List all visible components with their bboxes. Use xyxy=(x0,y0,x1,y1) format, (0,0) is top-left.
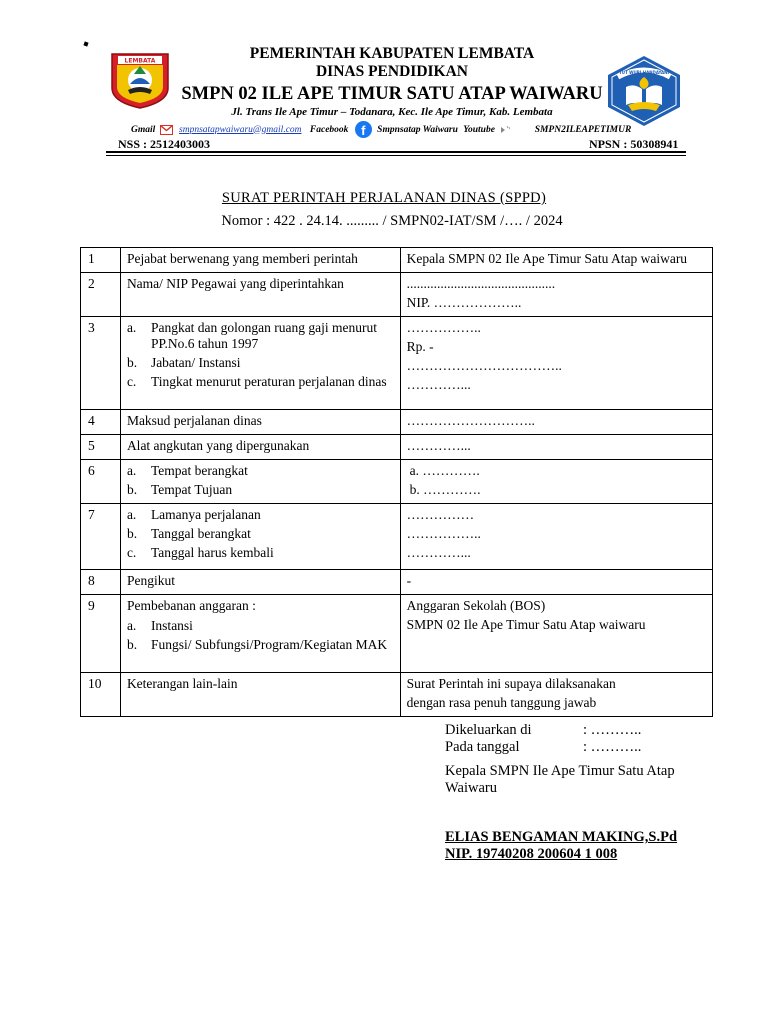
table-row xyxy=(81,504,713,570)
value-line: Kepala SMPN 02 Ile Ape Timur Satu Atap waiwaru xyxy=(406,251,688,266)
value-line: NIP. ……………….. xyxy=(406,295,522,310)
row-number: 8 xyxy=(81,570,121,595)
signatory-name: ELIAS BENGAMAN MAKING,S.Pd xyxy=(445,829,678,845)
gmail-label: Gmail xyxy=(131,124,156,135)
gmail-icon xyxy=(160,125,173,135)
value-line: Anggaran Sekolah (BOS) xyxy=(406,598,546,613)
row-number: 1 xyxy=(81,248,121,273)
sub-item: a. Instansi xyxy=(126,618,193,633)
row-heading: Pembebanan anggaran : xyxy=(126,598,256,613)
row-value xyxy=(400,248,712,273)
npsn-number: NPSN : 50308941 xyxy=(589,137,679,151)
row-value xyxy=(400,410,712,435)
issue-date-label: Pada tanggal xyxy=(445,739,520,755)
value-line: …………... xyxy=(406,545,471,560)
row-label xyxy=(120,504,400,570)
email-link[interactable]: smpnsatapwaiwaru@gmail.com xyxy=(179,124,302,135)
sub-item: a. Pangkat dan golongan ruang gaji menurut PP.No.6 tahun 1997 xyxy=(126,320,378,351)
youtube-icon xyxy=(499,125,511,135)
table-row xyxy=(81,273,713,317)
nss-number: NSS : 2512403003 xyxy=(118,137,211,151)
row-label xyxy=(120,595,400,673)
sub-item: c. Tingkat menurut peraturan perjalanan dinas xyxy=(126,374,387,389)
value-line: ............................................ xyxy=(406,276,556,291)
left-logo-label: LEMBATA xyxy=(124,57,156,65)
tut-wuri-handayani-logo xyxy=(604,55,684,127)
issued-at-value: : ……….. xyxy=(583,722,642,738)
sppd-table xyxy=(80,247,713,717)
row-number: 2 xyxy=(81,273,121,317)
youtube-name: SMPN2ILEAPETIMUR xyxy=(534,124,632,135)
youtube-label: Youtube xyxy=(463,124,495,135)
table-row xyxy=(81,410,713,435)
row-number: 6 xyxy=(81,460,121,504)
row-value xyxy=(400,504,712,570)
office-name: DINAS PENDIDIKAN xyxy=(315,63,468,80)
corner-mark xyxy=(83,41,88,46)
row-value xyxy=(400,673,712,717)
lembata-emblem-logo xyxy=(106,50,174,110)
issued-at-label: Dikeluarkan di xyxy=(445,722,532,738)
row-number: 10 xyxy=(81,673,121,717)
value-line: - xyxy=(406,573,412,588)
row-value xyxy=(400,595,712,673)
row-label: Pengikut xyxy=(120,570,400,595)
value-line: dengan rasa penuh tanggung jawab xyxy=(406,695,597,710)
issue-date-row xyxy=(445,739,642,756)
sub-item: a. Tempat berangkat xyxy=(126,463,248,478)
facebook-icon: f xyxy=(355,121,372,138)
issued-at-row xyxy=(445,722,642,739)
value-line: …………….. xyxy=(406,320,481,335)
contact-line xyxy=(131,121,691,138)
school-address: Jl. Trans Ile Ape Timur – Todanara, Kec. Ile Ape Timur, Kab. Lembata xyxy=(231,106,553,118)
row-number: 9 xyxy=(81,595,121,673)
row-value xyxy=(400,460,712,504)
value-line: a. …………. xyxy=(409,463,480,478)
letterhead xyxy=(180,45,604,119)
sub-item: b. Fungsi/ Subfungsi/Program/Kegiatan MAK xyxy=(126,637,388,652)
value-line: …………… xyxy=(406,507,475,522)
value-line: …………... xyxy=(406,438,471,453)
facebook-label: Facebook xyxy=(309,124,349,135)
row-value xyxy=(400,273,712,317)
row-label: Keterangan lain-lain xyxy=(120,673,400,717)
row-number: 4 xyxy=(81,410,121,435)
table-row xyxy=(81,570,713,595)
table-row xyxy=(81,317,713,410)
value-line: SMPN 02 Ile Ape Timur Satu Atap waiwaru xyxy=(406,617,646,632)
row-number: 3 xyxy=(81,317,121,410)
table-row xyxy=(81,595,713,673)
document-number: Nomor : 422 . 24.14. ......... / SMPN02-IAT/SM /…. / 2024 xyxy=(221,213,563,229)
sub-item: b. Tempat Tujuan xyxy=(126,482,233,497)
table-row xyxy=(81,460,713,504)
right-logo-label: TUT WURI HANDAYANI xyxy=(619,70,669,75)
document-title: SURAT PERINTAH PERJALANAN DINAS (SPPD) xyxy=(221,190,547,206)
value-line: …………………………….. xyxy=(406,358,562,373)
row-value xyxy=(400,435,712,460)
row-label: Pejabat berwenang yang memberi perintah xyxy=(120,248,400,273)
table-row xyxy=(81,248,713,273)
signatory-nip: NIP. 19740208 200604 1 008 xyxy=(445,846,618,862)
row-label: Alat angkutan yang dipergunakan xyxy=(120,435,400,460)
facebook-name: Smpnsatap Waiwaru xyxy=(377,124,458,135)
row-number: 5 xyxy=(81,435,121,460)
row-value xyxy=(400,570,712,595)
table-row xyxy=(81,435,713,460)
sub-item: b. Tanggal berangkat xyxy=(126,526,251,541)
sub-item: b. Jabatan/ Instansi xyxy=(126,355,241,370)
row-value xyxy=(400,317,712,410)
header-divider-thin xyxy=(106,155,686,156)
issue-date-value: : ……….. xyxy=(583,739,642,755)
row-number: 7 xyxy=(81,504,121,570)
value-line: Surat Perintah ini supaya dilaksanakan xyxy=(406,676,616,691)
header-divider-thick xyxy=(106,151,686,153)
government-name: PEMERINTAH KABUPATEN LEMBATA xyxy=(249,45,535,62)
sub-item: a. Lamanya perjalanan xyxy=(126,507,261,522)
row-label xyxy=(120,460,400,504)
sub-item: c. Tanggal harus kembali xyxy=(126,545,274,560)
row-label: Maksud perjalanan dinas xyxy=(120,410,400,435)
value-line: …………….. xyxy=(406,526,481,541)
table-row xyxy=(81,673,713,717)
school-name: SMPN 02 ILE APE TIMUR SATU ATAP WAIWARU xyxy=(181,84,603,104)
value-line: ……………………….. xyxy=(406,413,535,428)
value-line: …………... xyxy=(406,377,471,392)
value-line: Rp. - xyxy=(406,339,434,354)
issue-details xyxy=(445,722,642,756)
signatory-position: Kepala SMPN Ile Ape Timur Satu Atap Waiwaru xyxy=(445,763,675,796)
row-label: Nama/ NIP Pegawai yang diperintahkan xyxy=(120,273,400,317)
row-label xyxy=(120,317,400,410)
value-line: b. …………. xyxy=(409,482,481,497)
